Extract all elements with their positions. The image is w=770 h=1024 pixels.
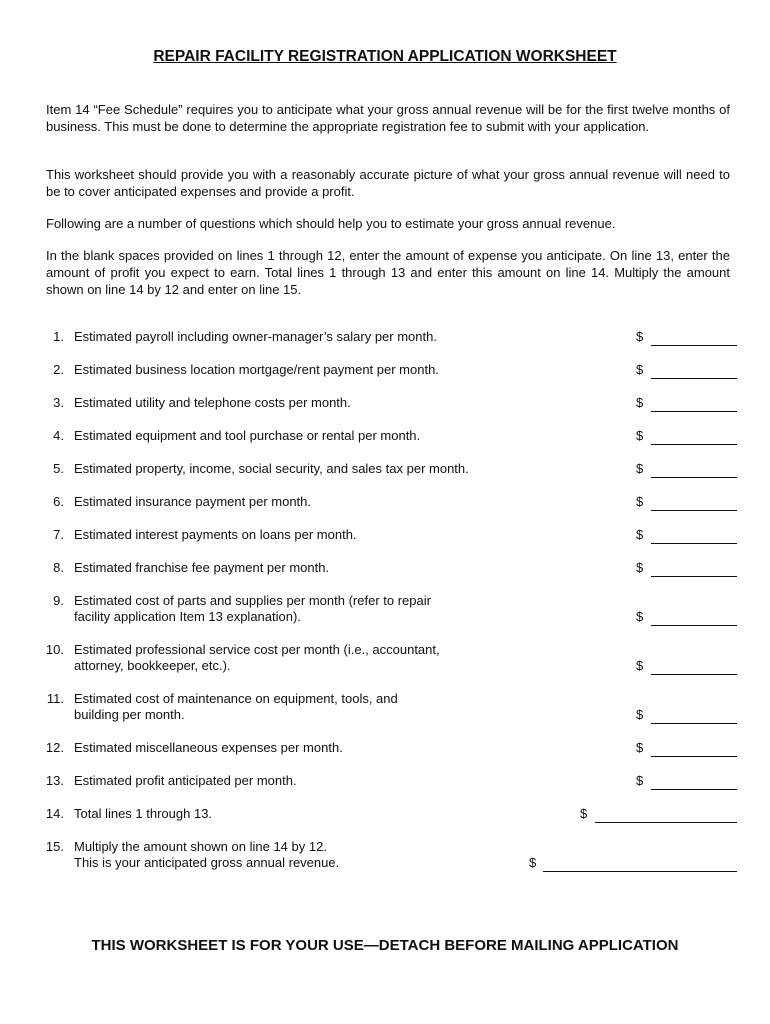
amount-blank[interactable] (651, 463, 737, 478)
dollar-sign: $ (529, 855, 537, 870)
line-description (74, 461, 494, 477)
amount-blank[interactable] (651, 529, 737, 544)
amount-blank[interactable] (651, 331, 737, 346)
line-description-text: facility application Item 13 explanation). (74, 609, 301, 624)
amount-blank[interactable] (651, 562, 737, 577)
guidance-paragraph: Following are a number of questions which should help you to estimate your gross annual revenue. (46, 216, 616, 231)
line-description (74, 806, 494, 822)
line-number: 2. (53, 362, 64, 377)
line-number: 11. (46, 691, 64, 706)
line-description-text: Multiply the amount shown on line 14 by 12. (74, 839, 327, 854)
line-description-text: Estimated miscellaneous expenses per month. (74, 740, 343, 755)
amount-blank[interactable] (651, 430, 737, 445)
line-description (74, 740, 494, 756)
dollar-sign: $ (580, 806, 588, 821)
line-number: 13. (45, 773, 64, 788)
purpose-paragraph: This worksheet should provide you with a reasonably accurate picture of what your gross annual revenue will need to be to cover anticipated expenses and provide a profit. (46, 167, 730, 199)
instructions-paragraph: In the blank spaces provided on lines 1 through 12, enter the amount of expense you anticipate. On line 13, enter the amount of profit you expect to earn. Total lines 1 through 13 and enter this amount on line 14. Multiply the amount shown on line 14 by 12 and enter on line 15. (46, 248, 730, 297)
dollar-sign: $ (636, 329, 644, 344)
amount-blank[interactable] (651, 611, 737, 626)
line-description-text: Estimated payroll including owner-manager’s salary per month. (74, 329, 437, 344)
line-description (74, 839, 494, 871)
line-description-text: Estimated interest payments on loans per month. (74, 527, 357, 542)
line-description (74, 773, 494, 789)
line-description-text: Estimated cost of parts and supplies per month (refer to repair (74, 593, 431, 608)
dollar-sign: $ (636, 362, 644, 377)
dollar-sign: $ (636, 658, 644, 673)
line-description (74, 527, 494, 543)
dollar-sign: $ (636, 395, 644, 410)
line-number: 4. (53, 428, 64, 443)
line-number: 9. (53, 593, 64, 608)
line-description (74, 428, 494, 444)
amount-blank[interactable] (651, 397, 737, 412)
line-description-text: Estimated utility and telephone costs per month. (74, 395, 351, 410)
amount-blank[interactable] (651, 364, 737, 379)
line-description (74, 691, 494, 723)
line-number: 12. (45, 740, 64, 755)
line-description-text: Estimated professional service cost per month (i.e., accountant, (74, 642, 440, 657)
line-number: 15. (45, 839, 64, 854)
line-description (74, 362, 494, 378)
line-description (74, 560, 494, 576)
line-description-text: Estimated cost of maintenance on equipment, tools, and (74, 691, 398, 706)
dollar-sign: $ (636, 527, 644, 542)
amount-blank[interactable] (651, 496, 737, 511)
amount-blank[interactable] (651, 660, 737, 675)
amount-blank[interactable] (543, 857, 737, 872)
line-description (74, 395, 494, 411)
line-number: 3. (53, 395, 64, 410)
dollar-sign: $ (636, 560, 644, 575)
line-description (74, 494, 494, 510)
line-number: 14. (45, 806, 64, 821)
line-number: 1. (53, 329, 64, 344)
line-description-text: Estimated franchise fee payment per month. (74, 560, 330, 575)
line-description (74, 329, 494, 345)
dollar-sign: $ (636, 494, 644, 509)
dollar-sign: $ (636, 707, 644, 722)
amount-blank[interactable] (651, 709, 737, 724)
amount-blank[interactable] (595, 808, 737, 823)
line-number: 5. (53, 461, 64, 476)
detach-notice: THIS WORKSHEET IS FOR YOUR USE—DETACH BEFORE MAILING APPLICATION (91, 937, 679, 954)
dollar-sign: $ (636, 461, 644, 476)
line-number: 10. (45, 642, 64, 657)
line-description (74, 642, 494, 674)
line-description-text: Estimated business location mortgage/rent payment per month. (74, 362, 439, 377)
line-description-text: Total lines 1 through 13. (74, 806, 213, 821)
line-description-text: attorney, bookkeeper, etc.). (74, 658, 231, 673)
line-description-text: Estimated equipment and tool purchase or rental per month. (74, 428, 421, 443)
amount-blank[interactable] (651, 742, 737, 757)
dollar-sign: $ (636, 609, 644, 624)
line-description-text: Estimated property, income, social security, and sales tax per month. (74, 461, 469, 476)
line-number: 6. (53, 494, 64, 509)
line-description-text: Estimated insurance payment per month. (74, 494, 312, 509)
line-description-text: building per month. (74, 707, 185, 722)
page-title: REPAIR FACILITY REGISTRATION APPLICATION WORKSHEET (153, 48, 617, 65)
intro-paragraph: Item 14 “Fee Schedule” requires you to anticipate what your gross annual revenue will be for the first twelve months of business. This must be done to determine the appropriate registration fee to submit with your application. (46, 102, 730, 134)
line-description-text: Estimated profit anticipated per month. (74, 773, 297, 788)
line-number: 8. (53, 560, 64, 575)
dollar-sign: $ (636, 740, 644, 755)
amount-blank[interactable] (651, 775, 737, 790)
line-number: 7. (53, 527, 64, 542)
dollar-sign: $ (636, 773, 644, 788)
dollar-sign: $ (636, 428, 644, 443)
line-description (74, 593, 494, 625)
line-description-text: This is your anticipated gross annual revenue. (74, 855, 340, 870)
